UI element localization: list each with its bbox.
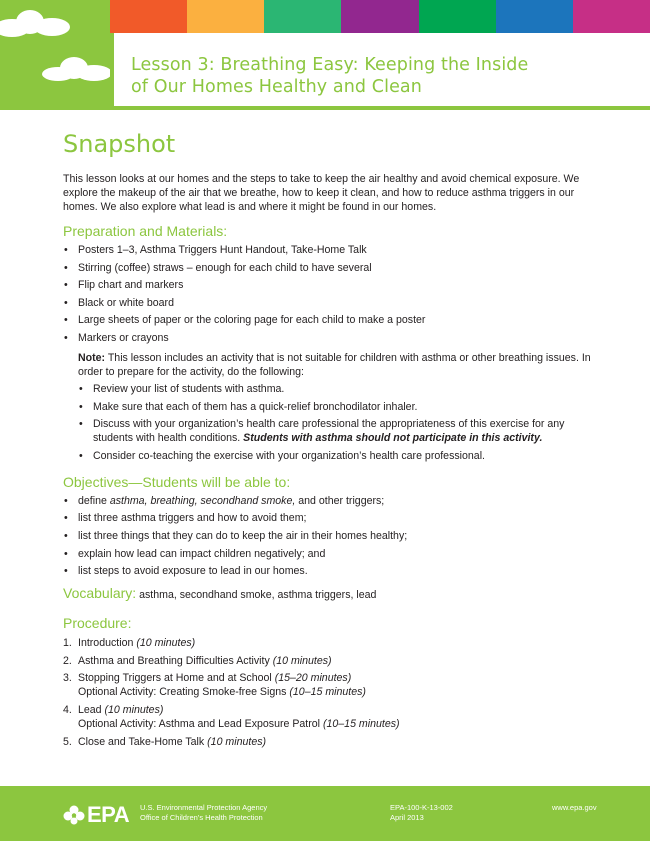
agency-line2: Office of Children’s Health Protection xyxy=(140,813,263,822)
document-id xyxy=(390,803,453,823)
step-time: (10 minutes) xyxy=(136,637,196,650)
objective-text: and other triggers; xyxy=(295,494,385,507)
website-link[interactable]: www.epa.gov xyxy=(552,803,597,812)
note-item-text: Discuss with your organization’s health care professional the appropriateness of this exercise for any students with health conditions. xyxy=(93,418,565,445)
objective-text: define xyxy=(78,494,110,507)
objective-terms: asthma, breathing, secondhand smoke, xyxy=(109,494,296,507)
materials-list xyxy=(63,243,603,345)
header-color-strip xyxy=(110,0,650,33)
step-text: Asthma and Breathing Difficulties Activity xyxy=(78,654,273,667)
preparation-heading: Preparation and Materials: xyxy=(63,223,228,239)
list-item: • Markers or crayons xyxy=(63,331,603,345)
procedure-step xyxy=(63,671,603,699)
lesson-title-line2: of Our Homes Healthy and Clean xyxy=(131,77,422,97)
epa-logo xyxy=(63,802,129,828)
document-number: EPA-100-K-13-002 xyxy=(390,803,453,812)
objectives-list xyxy=(63,494,603,578)
strip-block-4 xyxy=(341,0,418,33)
list-item: • explain how lead can impact children negatively; and xyxy=(63,547,603,561)
optional-activity-text: Optional Activity: Creating Smoke-free Signs xyxy=(78,686,290,699)
strip-block-5 xyxy=(419,0,496,33)
procedure-step xyxy=(63,735,603,749)
step-number: 5. xyxy=(63,735,72,748)
list-item xyxy=(63,494,603,508)
list-item: • list steps to avoid exposure to lead in our homes. xyxy=(63,564,603,578)
strip-block-1 xyxy=(110,0,187,33)
objectives-heading: Objectives—Students will be able to: xyxy=(63,473,291,490)
list-item: • list three things that they can do to keep the air in their homes healthy; xyxy=(63,529,603,543)
list-item xyxy=(78,417,603,445)
optional-activity-time: (10–15 minutes) xyxy=(289,686,366,699)
main-content xyxy=(63,172,603,752)
agency-line1: U.S. Environmental Protection Agency xyxy=(140,803,268,812)
step-text: Close and Take-Home Talk xyxy=(78,735,208,748)
vocabulary-text: asthma, secondhand smoke, asthma triggers, lead xyxy=(136,589,377,602)
list-item: • Make sure that each of them has a quick-relief bronchodilator inhaler. xyxy=(78,400,603,414)
vocabulary-label: Vocabulary: xyxy=(63,585,137,602)
step-number: 3. xyxy=(63,672,72,685)
intro-paragraph: This lesson looks at our homes and the steps to take to keep the air healthy and avoid chemical exposure. We explore the makeup of the air that we breathe, how to keep it clean, and how to reduce asthma triggers in our homes. We also explore what lead is and where it might be found in our homes. xyxy=(63,173,580,213)
warning-emphasis: Students with asthma should not participate in this activity. xyxy=(243,432,543,445)
clouds-graphic xyxy=(0,0,110,110)
step-time: (10 minutes) xyxy=(272,654,332,667)
step-number: 1. xyxy=(63,637,72,650)
lesson-title-line1: Lesson 3: Breathing Easy: Keeping the Inside xyxy=(131,55,529,75)
procedure-list xyxy=(63,636,603,748)
strip-block-3 xyxy=(264,0,341,33)
step-text: Stopping Triggers at Home and at School xyxy=(78,672,275,685)
lesson-title xyxy=(131,54,611,98)
list-item: • Review your list of students with asthma. xyxy=(78,382,603,396)
agency-name xyxy=(140,803,267,823)
list-item: • Flip chart and markers xyxy=(63,278,603,292)
optional-activity-text: Optional Activity: Asthma and Lead Exposure Patrol xyxy=(78,717,323,730)
note-text: This lesson includes an activity that is not suitable for children with asthma or other breathing issues. In order to prepare for the activity, do the following: xyxy=(78,351,591,378)
step-time: (10 minutes) xyxy=(104,703,164,716)
procedure-step xyxy=(63,703,603,731)
note-label: Note: xyxy=(78,351,106,364)
list-item: • Posters 1–3, Asthma Triggers Hunt Handout, Take-Home Talk xyxy=(63,243,603,257)
step-number: 2. xyxy=(63,654,72,667)
note-paragraph xyxy=(78,351,603,379)
list-item: • Large sheets of paper or the coloring page for each child to make a poster xyxy=(63,313,603,327)
vocabulary-line xyxy=(63,586,603,602)
step-text: Lead xyxy=(78,703,105,716)
list-item: • list three asthma triggers and how to avoid them; xyxy=(63,511,603,525)
optional-activity-time: (10–15 minutes) xyxy=(322,717,400,730)
list-item: • Stirring (coffee) straws – enough for each child to have several xyxy=(63,261,603,275)
footer-bar xyxy=(0,786,650,841)
snapshot-heading: Snapshot xyxy=(63,130,176,158)
header-green-corner xyxy=(0,0,110,110)
procedure-step xyxy=(63,654,603,668)
note-block xyxy=(78,351,603,463)
strip-block-2 xyxy=(187,0,264,33)
step-text: Introduction xyxy=(78,637,137,650)
note-list xyxy=(78,382,603,463)
step-time: (15–20 minutes) xyxy=(274,672,352,685)
step-number: 4. xyxy=(63,703,72,716)
step-time: (10 minutes) xyxy=(207,735,267,748)
procedure-heading: Procedure: xyxy=(63,615,132,632)
header-vertical-rule xyxy=(110,33,114,110)
epa-flower-icon xyxy=(63,805,85,825)
procedure-step xyxy=(63,636,603,650)
header-bottom-rule xyxy=(110,106,650,110)
strip-block-6 xyxy=(496,0,573,33)
document-date: April 2013 xyxy=(390,813,424,822)
list-item: • Consider co-teaching the exercise with your organization’s health care professional. xyxy=(78,449,603,463)
list-item: • Black or white board xyxy=(63,296,603,310)
strip-block-7 xyxy=(573,0,650,33)
epa-logo-text: EPA xyxy=(87,802,130,827)
